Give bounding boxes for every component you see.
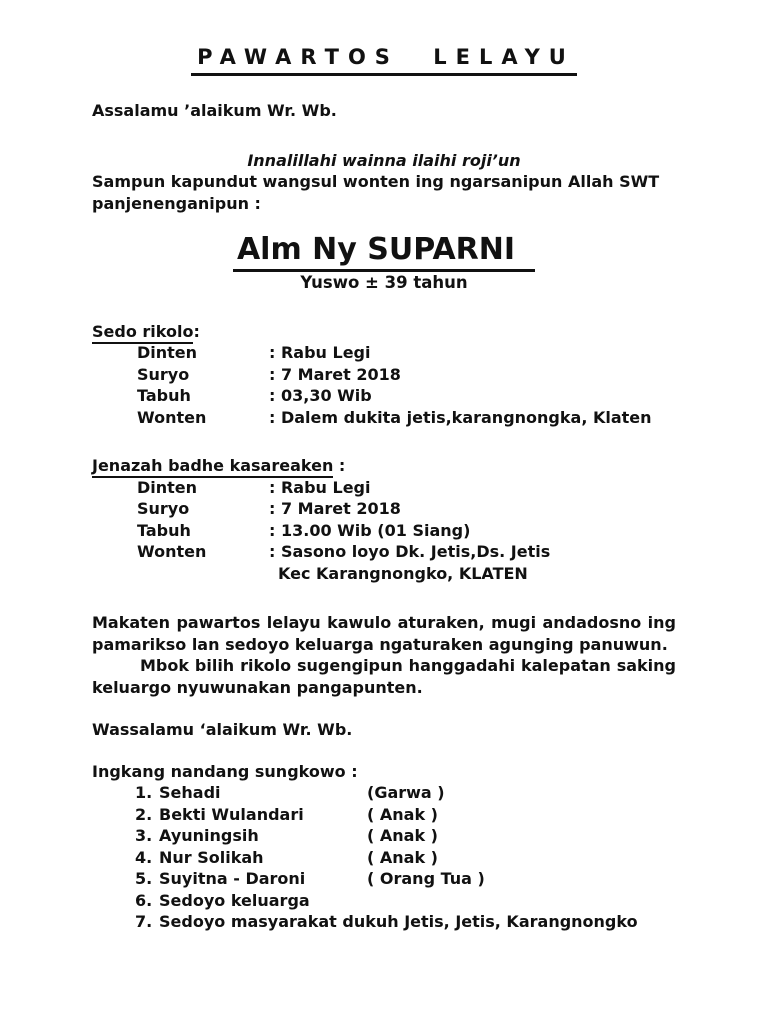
mourner-item (92, 890, 676, 912)
death-section-heading-colon: : (193, 321, 200, 341)
mourner-relation: ( Orang Tua ) (367, 869, 485, 888)
document-title (92, 44, 676, 76)
burial-section-heading-text: Jenazah badhe kasareaken (92, 456, 333, 478)
burial-section-heading-colon: : (333, 456, 346, 475)
mourner-item (92, 782, 676, 804)
detail-label: Tabuh (137, 386, 191, 405)
detail-row (92, 385, 676, 407)
detail-row-continuation (92, 563, 676, 585)
mourner-item (92, 825, 676, 847)
detail-value: : Sasono loyo Dk. Jetis,Ds. Jetis (269, 542, 551, 561)
mourner-number: 7. (135, 912, 153, 931)
detail-row (92, 477, 676, 499)
mourner-item (92, 847, 676, 869)
closing-salutation: Wassalamu ‘alaikum Wr. Wb. (92, 720, 353, 739)
mourner-name: Nur Solikah (159, 847, 264, 867)
detail-row (92, 364, 676, 386)
deceased-age: Yuswo ± 39 tahun (300, 273, 468, 292)
mourner-number: 3. (135, 826, 153, 845)
mourner-number: 5. (135, 869, 153, 888)
detail-label: Dinten (137, 343, 198, 362)
mourner-name: Sedoyo keluarga (159, 890, 310, 910)
detail-value: : 13.00 Wib (01 Siang) (269, 520, 471, 540)
detail-label: Wonten (137, 542, 207, 561)
detail-value: : Rabu Legi (269, 477, 371, 497)
detail-label: Tabuh (137, 520, 191, 540)
detail-row (92, 541, 676, 563)
detail-value: Kec Karangnongko, KLATEN (278, 563, 528, 583)
mourner-relation: ( Anak ) (367, 826, 438, 845)
detail-row (92, 498, 676, 520)
detail-row (92, 407, 676, 429)
detail-label: Dinten (137, 477, 198, 497)
detail-label: Suryo (137, 499, 190, 518)
detail-value: : 03,30 Wib (269, 386, 372, 405)
mourner-name: Sehadi (159, 783, 221, 802)
death-section-heading (92, 321, 676, 343)
deceased-name (92, 231, 676, 268)
mourners-heading: Ingkang nandang sungkowo : (92, 761, 358, 781)
mourner-item (92, 804, 676, 826)
mourner-name: Suyitna - Daroni (159, 869, 306, 888)
detail-label: Wonten (137, 407, 207, 427)
closing-paragraph-2: Mbok bilih rikolo sugengipun hanggadahi kalepatan saking keluargo nyuwunakan pangapunten. (92, 656, 676, 697)
burial-section-heading (92, 455, 676, 477)
mourner-number: 6. (135, 890, 153, 910)
detail-value: : Dalem dukita jetis,karangnongka, Klaten (269, 407, 652, 427)
detail-value: : 7 Maret 2018 (269, 499, 401, 518)
mourner-number: 4. (135, 847, 153, 867)
detail-value: : 7 Maret 2018 (269, 364, 401, 384)
death-section-heading-text: Sedo rikolo (92, 322, 193, 344)
mourner-number: 1. (135, 783, 153, 802)
detail-value: : Rabu Legi (269, 343, 371, 362)
deceased-name-text: Alm Ny SUPARNI (233, 232, 535, 272)
detail-row (92, 342, 676, 364)
mourner-item (92, 868, 676, 890)
document-title-text: PAWARTOS LELAYU (191, 44, 577, 76)
mourner-name: Sedoyo masyarakat dukuh Jetis, Jetis, Karangnongko (159, 912, 638, 931)
mourner-name: Bekti Wulandari (159, 804, 304, 824)
detail-row (92, 520, 676, 542)
detail-label: Suryo (137, 364, 190, 384)
mourner-item (92, 911, 676, 933)
closing-paragraph-1: Makaten pawartos lelayu kawulo aturaken, mugi andadosno ing pamarikso lan sedoyo keluarga ngaturaken agunging panuwun. (92, 613, 676, 654)
mourner-name: Ayuningsih (159, 826, 259, 845)
opening-salutation: Assalamu ’alaikum Wr. Wb. (92, 101, 337, 120)
intro-line-2: panjenenganipun : (92, 193, 261, 213)
istirja-phrase: Innalillahi wainna ilaihi roji’un (247, 150, 521, 170)
mourner-number: 2. (135, 804, 153, 824)
mourner-relation: ( Anak ) (367, 847, 438, 867)
mourner-relation: (Garwa ) (367, 783, 445, 802)
intro-line-1: Sampun kapundut wangsul wonten ing ngarsanipun Allah SWT (92, 172, 660, 191)
mourner-relation: ( Anak ) (367, 804, 438, 824)
